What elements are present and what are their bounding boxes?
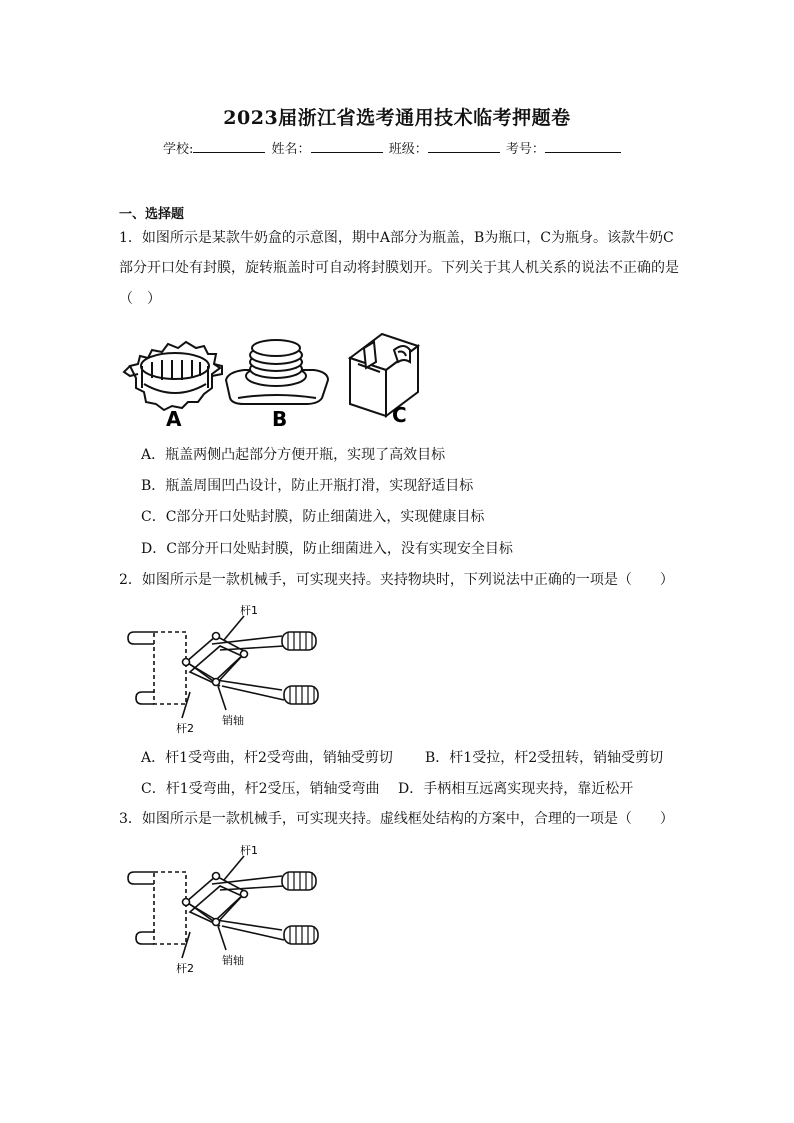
section-heading: 一、选择题 xyxy=(119,207,185,222)
q2-label-rod2: 杆2 xyxy=(176,722,194,735)
q1-option-a: A．瓶盖两侧凸起部分方便开瓶，实现了高效目标 xyxy=(141,447,446,463)
q1-option-c: C．C部分开口处贴封膜，防止细菌进入，实现健康目标 xyxy=(141,509,485,525)
q3-gripper-figure xyxy=(124,840,324,980)
upper-jaw xyxy=(128,632,154,644)
exam-no-label: 考号： xyxy=(505,142,545,157)
q2-option-a: A．杆1受弯曲，杆2受弯曲，销轴受剪切 xyxy=(141,750,393,766)
student-info-line xyxy=(163,138,623,157)
dashed-frame xyxy=(154,872,186,944)
q2-gripper-figure xyxy=(124,600,324,740)
q3-stem: 3．如图所示是一款机械手，可实现夹持。虚线框处结构的方案中，合理的一项是（ ） xyxy=(119,811,674,827)
dashed-frame xyxy=(154,632,186,704)
school-blank xyxy=(193,140,265,153)
q3-label-pin: 销轴 xyxy=(222,954,244,967)
q1-stem-line2: 部分开口处有封膜，旋转瓶盖时可自动将封膜划开。下列关于其人机关系的说法不正确的是 xyxy=(119,260,679,276)
q3-label-rod1: 杆1 xyxy=(240,844,258,857)
q1-option-b: B．瓶盖周围凹凸设计，防止开瓶打滑，实现舒适目标 xyxy=(141,478,474,494)
q2-stem: 2．如图所示是一款机械手，可实现夹持。夹持物块时，下列说法中正确的一项是（ ） xyxy=(119,572,674,588)
fig-label-b: B xyxy=(272,407,288,431)
name-label: 姓名： xyxy=(271,142,311,157)
name-blank xyxy=(311,140,383,153)
school-label: 学校: xyxy=(163,142,194,157)
q2-label-pin: 销轴 xyxy=(222,714,244,727)
exam-no-blank xyxy=(545,140,621,153)
lower-jaw xyxy=(136,932,154,944)
page-title: 2023届浙江省选考通用技术临考押题卷 xyxy=(223,107,571,129)
q2-label-rod1: 杆1 xyxy=(240,604,258,617)
q2-option-b: B．杆1受拉，杆2受扭转，销轴受剪切 xyxy=(425,750,664,766)
q2-option-c: C．杆1受弯曲，杆2受压，销轴受弯曲 xyxy=(141,781,380,797)
fig-label-a: A xyxy=(166,407,182,431)
carton-body-figure xyxy=(350,334,418,416)
bottle-mouth-figure xyxy=(226,340,328,404)
q1-stem-line3: （ ） xyxy=(119,291,161,307)
upper-jaw xyxy=(128,872,154,884)
class-blank xyxy=(428,140,500,153)
q1-option-d: D．C部分开口处贴封膜，防止细菌进入，没有实现安全目标 xyxy=(141,541,513,557)
fig-label-c: C xyxy=(392,403,407,427)
bottle-cap-figure xyxy=(124,342,222,410)
q3-label-rod2: 杆2 xyxy=(176,962,194,975)
q1-figure xyxy=(118,322,428,432)
class-label: 班级： xyxy=(388,142,428,157)
q1-stem-line1: 1．如图所示是某款牛奶盒的示意图，期中A部分为瓶盖，B为瓶口，C为瓶身。该款牛奶C xyxy=(119,230,674,246)
q2-option-d: D．手柄相互远离实现夹持，靠近松开 xyxy=(398,781,634,797)
lower-jaw xyxy=(136,692,154,704)
